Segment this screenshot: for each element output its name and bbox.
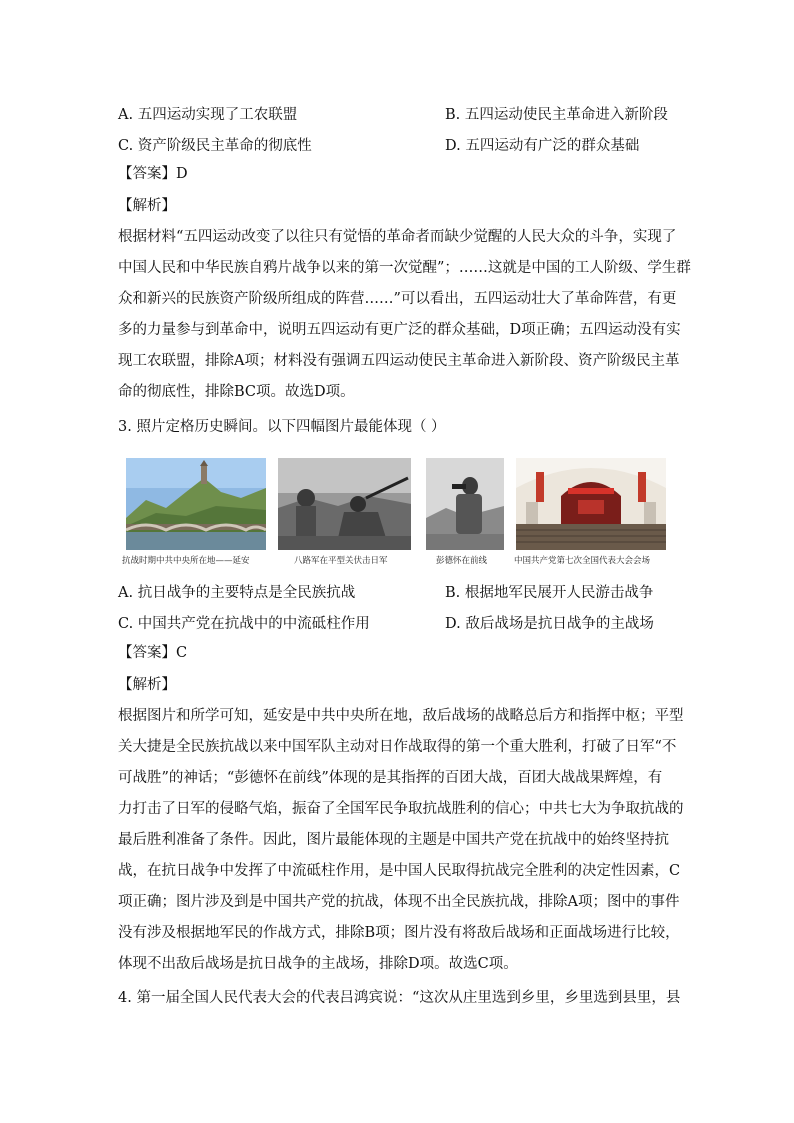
q3-options-row-1	[118, 581, 678, 601]
q3-analysis-title: 【解析】	[118, 677, 176, 693]
q3-option-c: C. 中国共产党在抗战中的中流砥柱作用	[118, 616, 370, 632]
q2-analysis-line: 根据材料“五四运动改变了以往只有觉悟的革命者而缺少觉醒的人民大众的斗争，实现了	[118, 229, 677, 245]
q3-option-a: A. 抗日战争的主要特点是全民族抗战	[118, 585, 356, 601]
q2-option-d: D. 五四运动有广泛的群众基础	[445, 138, 640, 154]
q2-option-b: B. 五四运动使民主革命进入新阶段	[445, 107, 668, 123]
figure-caption: 中国共产党第七次全国代表大会会场	[514, 556, 651, 566]
q3-analysis-line: 可战胜”的神话；“彭德怀在前线”体现的是其指挥的百团大战，百团大战战果辉煌，有	[118, 770, 663, 786]
q2-options-row-1	[118, 103, 678, 123]
q3-option-b: B. 根据地军民展开人民游击战争	[445, 585, 654, 601]
q2-analysis-title: 【解析】	[118, 198, 176, 214]
q2-answer: 【答案】D	[118, 166, 188, 182]
q3-analysis-line: 关大捷是全民族抗战以来中国军队主动对日作战取得的第一个重大胜利，打破了日军“不	[118, 739, 677, 755]
q3-options-row-2	[118, 612, 678, 632]
photo-seventh-congress-icon	[516, 458, 666, 550]
q3-answer: 【答案】C	[118, 645, 188, 661]
q2-analysis-line: 中国人民和中华民族自鸦片战争以来的第一次觉醒”；……这就是中国的工人阶级、学生群	[118, 260, 691, 276]
q3-stem: 3. 照片定格历史瞬间。以下四幅图片最能体现（ ）	[118, 419, 446, 435]
q3-analysis	[118, 701, 684, 980]
q2-option-a: A. 五四运动实现了工农联盟	[118, 107, 298, 123]
q2-option-c: C. 资产阶级民主革命的彻底性	[118, 138, 312, 154]
q3-analysis-line: 项正确；图片涉及到是中国共产党的抗战，体现不出全民族抗战，排除A项；图中的事件	[118, 894, 680, 910]
q2-options-row-2	[118, 134, 678, 154]
figure-caption: 八路军在平型关伏击日军	[294, 556, 388, 566]
q3-analysis-line: 力打击了日军的侵略气焰，振奋了全国军民争取抗战胜利的信心；中共七大为争取抗战的	[118, 801, 684, 817]
q2-analysis-line: 众和新兴的民族资产阶级所组成的阵营……”可以看出，五四运动壮大了革命阵营，有更	[118, 291, 677, 307]
q2-analysis-line: 现工农联盟，排除A项；材料没有强调五四运动使民主革命进入新阶段、资产阶级民主革	[118, 353, 680, 369]
q3-analysis-line: 没有涉及根据地军民的作战方式，排除B项；图片没有将敌后战场和正面战场进行比较，	[118, 925, 680, 941]
photo-yanan-icon	[126, 458, 266, 550]
q3-option-d: D. 敌后战场是抗日战争的主战场	[445, 616, 654, 632]
q2-analysis	[118, 222, 691, 408]
q3-figures	[122, 458, 671, 568]
figure-caption: 彭德怀在前线	[436, 556, 488, 566]
q3-analysis-line: 体现不出敌后战场是抗日战争的主战场，排除D项。故选C项。	[118, 956, 518, 972]
q2-analysis-line: 命的彻底性，排除BC项。故选D项。	[118, 384, 355, 400]
photo-pingxingguan-icon	[278, 458, 411, 550]
q3-analysis-line: 战，在抗日战争中发挥了中流砥柱作用，是中国人民取得抗战完全胜利的决定性因素，C	[118, 863, 681, 879]
figure-caption: 抗战时期中共中央所在地——延安	[122, 556, 250, 566]
q3-analysis-line: 最后胜利准备了条件。因此，图片最能体现的主题是中国共产党在抗战中的始终坚持抗	[118, 832, 669, 848]
q4-stem: 4. 第一届全国人民代表大会的代表吕鸿宾说：“这次从庄里选到乡里，乡里选到县里，县	[118, 990, 681, 1006]
q3-analysis-line: 根据图片和所学可知，延安是中共中央所在地，敌后战场的战略总后方和指挥中枢；平型	[118, 708, 684, 724]
q2-analysis-line: 多的力量参与到革命中，说明五四运动有更广泛的群众基础，D项正确；五四运动没有实	[118, 322, 681, 338]
photo-peng-dehuai-icon	[426, 458, 504, 550]
